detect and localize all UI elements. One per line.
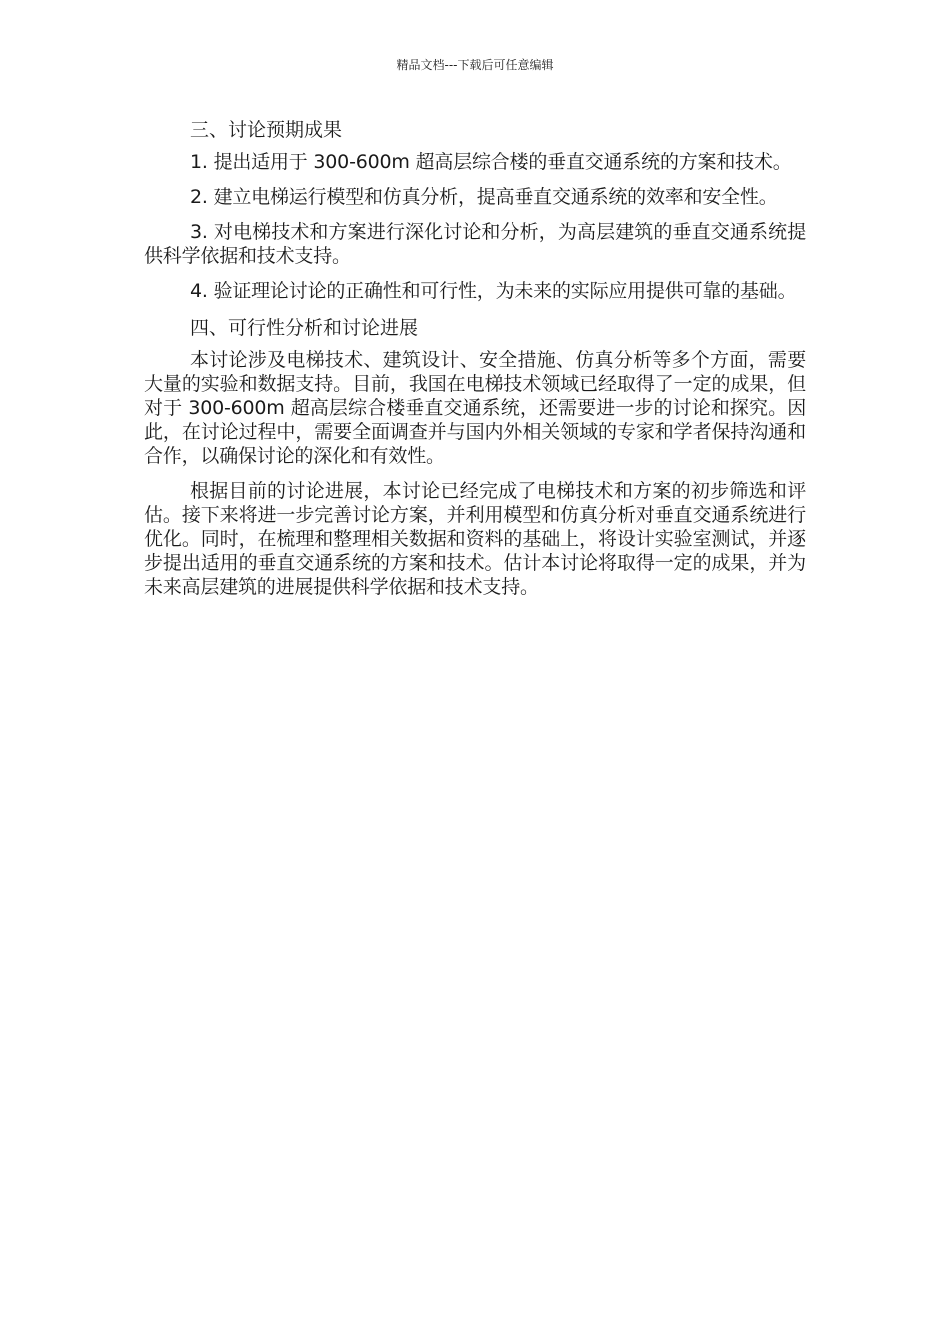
page-header: 精品文档---下载后可任意编辑 xyxy=(396,58,554,72)
section-heading-feasibility: 四、可行性分析和讨论进展 xyxy=(190,317,419,339)
feasibility-paragraph-2: 根据目前的讨论进展，本讨论已经完成了电梯技术和方案的初步筛选和评估。接下来将进一步完善讨论方案，并利用模型和仿真分析对垂直交通系统进行优化。同时，在梳理和整理相关数据和资料的基础上，将设计实验室测试，并逐步提出适用的垂直交通系统的方案和技术。估计本讨论将取得一定的成果，并为未来高层建筑的进展提供科学依据和技术支持。 xyxy=(144,480,806,598)
feasibility-paragraph-1: 本讨论涉及电梯技术、建筑设计、安全措施、仿真分析等多个方面，需要大量的实验和数据支持。目前，我国在电梯技术领域已经取得了一定的成果，但对于 300-600m 超高层综合楼垂直交通系统，还需要进一步的讨论和探究。因此，在讨论过程中，需要全面调查并与国内外相关领域的专家和学者保持沟通和合作，以确保讨论的深化和有效性。 xyxy=(144,349,806,467)
outcome-item-4: 4. 验证理论讨论的正确性和可行性，为未来的实际应用提供可靠的基础。 xyxy=(190,280,797,302)
outcome-item-2: 2. 建立电梯运行模型和仿真分析，提高垂直交通系统的效率和安全性。 xyxy=(190,186,778,208)
section-heading-outcomes: 三、讨论预期成果 xyxy=(190,119,343,141)
document-body xyxy=(144,116,806,610)
outcome-item-3: 3. 对电梯技术和方案进行深化讨论和分析，为高层建筑的垂直交通系统提供科学依据和技术支持。 xyxy=(144,221,806,267)
outcome-item-1: 1. 提出适用于 300-600m 超高层综合楼的垂直交通系统的方案和技术。 xyxy=(190,151,792,173)
